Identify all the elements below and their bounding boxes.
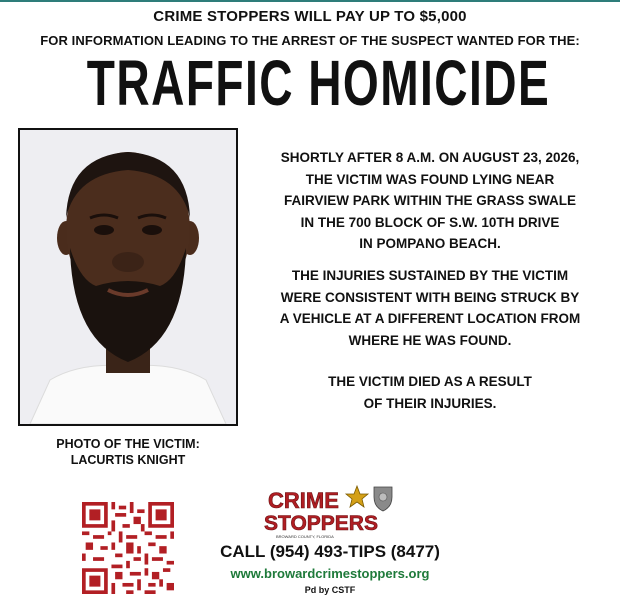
text-line: A VEHICLE AT A DIFFERENT LOCATION FROM <box>279 311 581 326</box>
logo-tagline: BROWARD COUNTY, FLORIDA <box>276 534 334 539</box>
info-line: FOR INFORMATION LEADING TO THE ARREST OF THE SUSPECT WANTED FOR THE: <box>40 33 580 48</box>
victim-name: LACURTIS KNIGHT <box>70 453 186 467</box>
logo-line1: CRIME <box>268 488 339 513</box>
star-badge-icon <box>346 486 368 507</box>
website-link[interactable]: www.browardcrimestoppers.org <box>230 566 430 581</box>
text-line: THE VICTIM WAS FOUND LYING NEAR <box>305 171 555 187</box>
text-line: SHORTLY AFTER 8 A.M. ON AUGUST 23, 2026, <box>280 150 580 165</box>
tip-phone[interactable]: CALL (954) 493-TIPS (8477) <box>220 542 440 561</box>
text-line: IN THE 700 BLOCK OF S.W. 10TH DRIVE <box>300 214 560 230</box>
text-line: THE INJURIES SUSTAINED BY THE VICTIM <box>291 268 569 283</box>
crime-title: TRAFFIC HOMICIDE <box>86 47 551 119</box>
qr-code[interactable] <box>82 502 174 594</box>
text-line: WHERE HE WAS FOUND. <box>348 332 512 348</box>
paid-by-credit: Pd by CSTF <box>304 585 356 595</box>
text-line: FAIRVIEW PARK WITHIN THE GRASS SWALE <box>283 193 576 208</box>
crime-stoppers-logo <box>262 484 402 540</box>
incident-paragraph <box>250 147 610 255</box>
top-rule <box>0 0 620 2</box>
text-line: WERE CONSISTENT WITH BEING STRUCK BY <box>280 289 580 305</box>
result-paragraph <box>250 371 610 414</box>
text-line: THE VICTIM DIED AS A RESULT <box>328 374 532 389</box>
caption-label: PHOTO OF THE VICTIM: <box>56 437 200 451</box>
text-line: OF THEIR INJURIES. <box>363 395 497 411</box>
victim-photo <box>18 128 238 426</box>
reward-line: CRIME STOPPERS WILL PAY UP TO $5,000 <box>153 8 467 25</box>
injuries-paragraph <box>250 265 610 351</box>
text-line: IN POMPANO BEACH. <box>359 236 501 251</box>
photo-caption <box>18 436 238 468</box>
logo-line2: STOPPERS <box>264 512 378 535</box>
